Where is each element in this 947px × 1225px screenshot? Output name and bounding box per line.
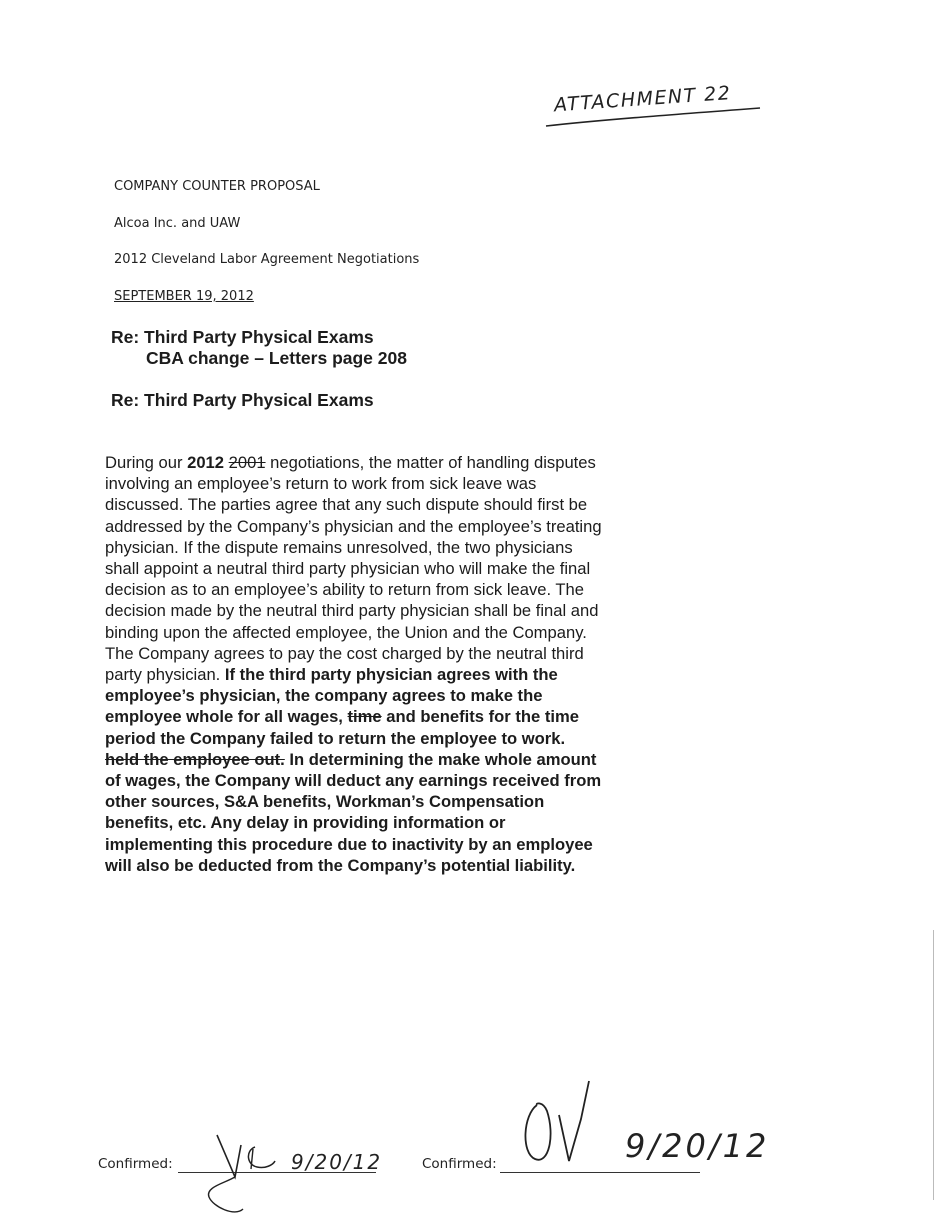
- document-title: COMPANY COUNTER PROPOSAL: [114, 179, 320, 194]
- body-line: employee whole for all wages, time and benefits for the time: [105, 707, 579, 727]
- body-line: decision as to an employee’s ability to return from sick leave. The: [105, 580, 584, 600]
- body-line: period the Company failed to return the employee to work.: [105, 728, 566, 748]
- body-line: binding upon the affected employee, the Union and the Company.: [105, 622, 587, 642]
- attachment-handwriting: [540, 70, 780, 140]
- re-line-1: Re: Third Party Physical Exams: [111, 327, 374, 347]
- handwritten-date-left: 9/20/12: [291, 1150, 383, 1174]
- handwritten-signature-right: [515, 1075, 770, 1185]
- document-date: SEPTEMBER 19, 2012: [114, 289, 254, 304]
- body-line: The Company agrees to pay the cost charged by the neutral third: [105, 643, 584, 663]
- handwritten-date-right: 9/20/12: [625, 1127, 770, 1165]
- body-line: benefits, etc. Any delay in providing information or: [105, 813, 506, 833]
- body-line: held the employee out. In determining the make whole amount: [105, 749, 597, 769]
- struck-phrase: held the employee out.: [105, 749, 285, 769]
- body-line: shall appoint a neutral third party physician who will make the final: [105, 559, 591, 579]
- body-line: other sources, S&A benefits, Workman’s Compensation: [105, 792, 545, 812]
- body-line: implementing this procedure due to inactivity by an employee: [105, 834, 593, 854]
- scan-edge-mark: [933, 930, 934, 1200]
- body-paragraph: [105, 452, 665, 876]
- inserted-year: 2012: [187, 453, 225, 472]
- body-line: party physician. If the third party physician agrees with the: [105, 665, 558, 685]
- body-line: involving an employee’s return to work from sick leave was: [105, 474, 537, 494]
- body-line: physician. If the dispute remains unresolved, the two physicians: [105, 537, 573, 557]
- body-line: employee’s physician, the company agrees to make the: [105, 686, 543, 706]
- parties-line: Alcoa Inc. and UAW: [114, 216, 241, 231]
- signature-right: [515, 1075, 770, 1185]
- body-line: discussed. The parties agree that any such dispute should first be: [105, 495, 588, 515]
- subject-line: 2012 Cleveland Labor Agreement Negotiations: [114, 252, 420, 267]
- body-line: will also be deducted from the Company’s potential liability.: [105, 855, 576, 875]
- confirmed-label-right: Confirmed:: [422, 1156, 497, 1172]
- body-line: During our 2012 2001 negotiations, the matter of handling disputes: [105, 453, 596, 472]
- re-line-2: CBA change – Letters page 208: [146, 348, 407, 368]
- body-line: of wages, the Company will deduct any earnings received from: [105, 771, 602, 791]
- body-line: decision made by the neutral third party physician shall be final and: [105, 601, 599, 621]
- attachment-label: ATTACHMENT 22: [553, 82, 733, 117]
- attachment-annotation: [540, 70, 780, 140]
- handwritten-signature-left: [195, 1125, 395, 1220]
- struck-word: time: [347, 707, 382, 727]
- confirmed-label-left: Confirmed:: [98, 1156, 173, 1172]
- body-line: addressed by the Company’s physician and the employee’s treating: [105, 516, 602, 536]
- struck-year: 2001: [228, 453, 266, 472]
- re-line-3: Re: Third Party Physical Exams: [111, 390, 374, 410]
- signature-left: [195, 1125, 395, 1220]
